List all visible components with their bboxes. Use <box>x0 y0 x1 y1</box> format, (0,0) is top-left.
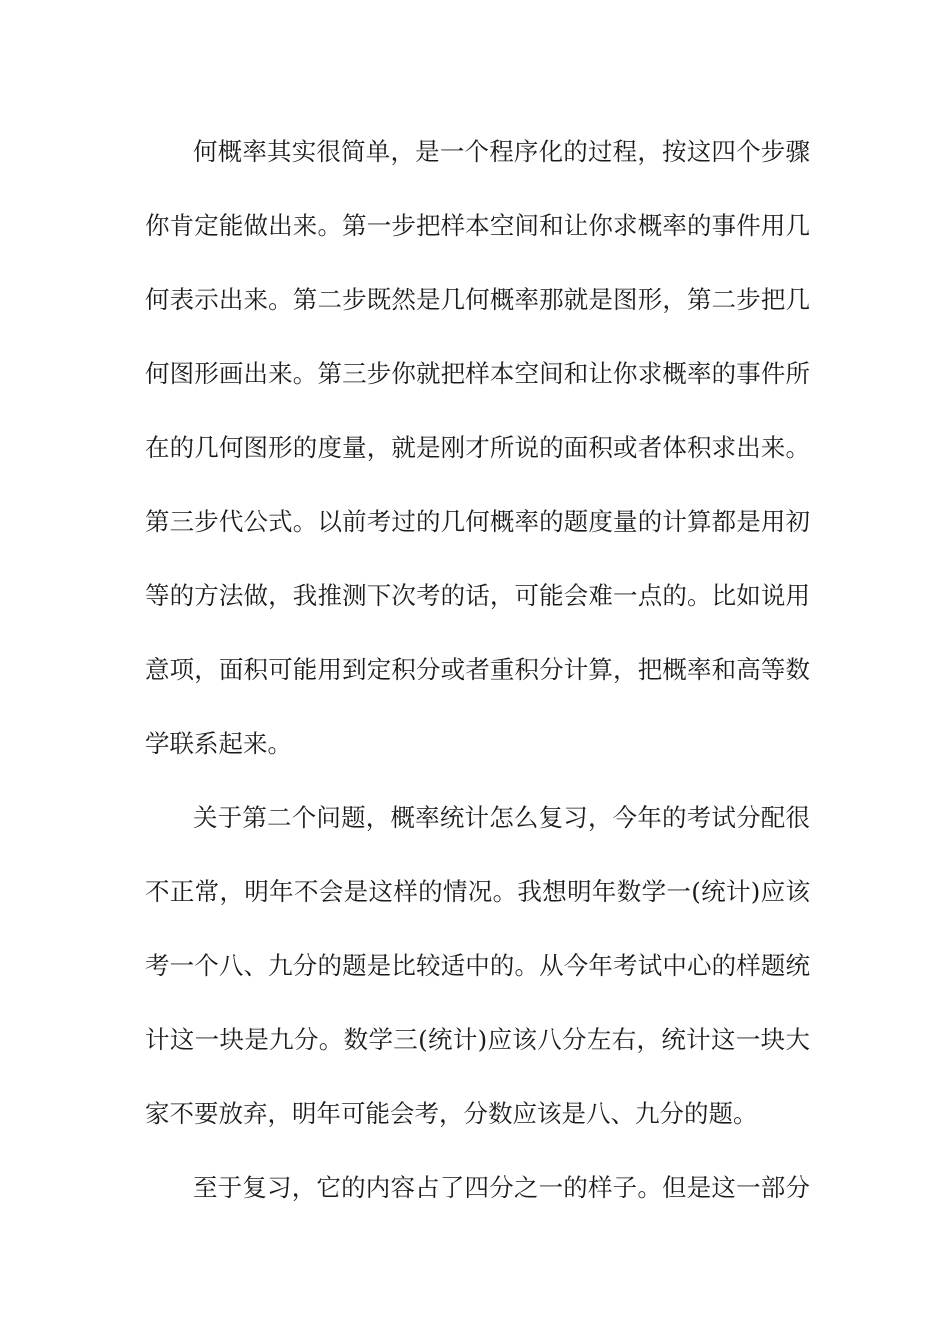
text-line: 何概率其实很简单，是一个程序化的过程，按这四个步骤 <box>193 137 810 166</box>
text-line: 何表示出来。第二步既然是几何概率那就是图形，第二步把几 <box>145 285 810 314</box>
text-line: 计这一块是九分。数学三(统计)应该八分左右，统计这一块大 <box>145 1025 810 1054</box>
text-line: 学联系起来。 <box>145 729 292 758</box>
text-line: 家不要放弃，明年可能会考，分数应该是八、九分的题。 <box>145 1099 758 1128</box>
text-line: 考一个八、九分的题是比较适中的。从今年考试中心的样题统 <box>145 951 810 980</box>
text-line: 不正常，明年不会是这样的情况。我想明年数学一(统计)应该 <box>145 877 810 906</box>
text-line: 等的方法做，我推测下次考的话，可能会难一点的。比如说用 <box>145 581 810 610</box>
text-line: 第三步代公式。以前考过的几何概率的题度量的计算都是用初 <box>145 507 810 536</box>
text-line: 关于第二个问题，概率统计怎么复习，今年的考试分配很 <box>193 803 810 832</box>
text-line: 何图形画出来。第三步你就把样本空间和让你求概率的事件所 <box>145 359 810 388</box>
text-line: 至于复习，它的内容占了四分之一的样子。但是这一部分 <box>193 1173 810 1202</box>
text-line: 你肯定能做出来。第一步把样本空间和让你求概率的事件用几 <box>145 211 810 240</box>
text-line: 在的几何图形的度量，就是刚才所说的面积或者体积求出来。 <box>145 433 810 462</box>
text-line: 意项，面积可能用到定积分或者重积分计算，把概率和高等数 <box>145 655 810 684</box>
